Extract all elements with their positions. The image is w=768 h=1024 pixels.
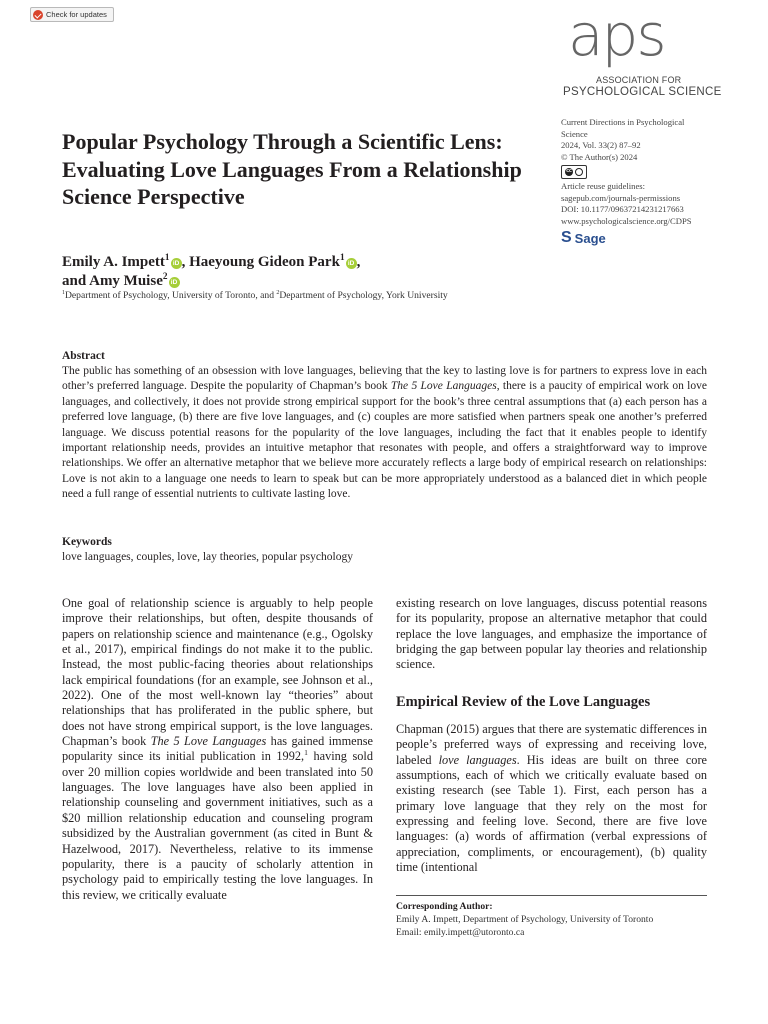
abstract-book-title: The 5 Love Languages [390, 380, 497, 393]
author-3: and Amy Muise [62, 273, 163, 289]
reuse-link[interactable]: sagepub.com/journals-permissions [561, 192, 681, 203]
corresponding-line-1: Emily A. Impett, Department of Psychology, University of Toronto [396, 914, 654, 925]
check-for-updates-badge[interactable] [30, 7, 114, 22]
abstract-heading: Abstract [62, 350, 105, 362]
abstract-text [62, 364, 707, 503]
aps-logo-word: aps [568, 1, 665, 69]
sage-logo [561, 230, 606, 246]
reuse-label: Article reuse guidelines: [561, 181, 645, 191]
orcid-icon[interactable]: iD [171, 258, 182, 269]
affiliations [62, 290, 702, 301]
body-text: Chapman (2015) argues that there are systematic differences in people’s preferred ways of expressing and receiving love, labeled [396, 722, 707, 767]
copyright: © The Author(s) 2024 [561, 151, 638, 162]
aps-logo-line2: PSYCHOLOGICAL SCIENCE [563, 86, 722, 98]
author-1-affil: 1 [164, 253, 170, 263]
body-text: . His ideas are built on three core assumptions, each of which we critically evaluate based on existing research (see Table 1). First, each person has a primary love language that they rely on the most for expressing and feeling love. Second, there are five love languages: (a) words of affirmation (verbal expressions of appreciation, compliments, or encouragement), (b) quality time (intentional [396, 752, 708, 875]
author-separator: , [356, 254, 361, 270]
body-book-title: The 5 Love Languages [150, 734, 267, 749]
update-check-icon [33, 10, 43, 20]
orcid-icon[interactable]: iD [346, 258, 357, 269]
author-1: Emily A. Impett [62, 254, 165, 270]
affil-marker-1: 1 [62, 289, 65, 296]
corresponding-heading: Corresponding Author: [396, 901, 493, 912]
keywords-heading: Keywords [62, 536, 112, 548]
body-text: One goal of relationship science is arguably to help people improve their relationships, but often, despite thousands of papers on relationship science and maintenance (e.g., Ogolsky et al., 2017), empirical findings do not make it to the public. Instead, the most public-facing theories about relationships lack empirical foundations (for an example, see Johnson et al., 2022). One of the most well-known lay “theories” about relationships that has proliferated in the public sphere, but does not have strong empirical support, is the love languages. Chapman’s book [62, 596, 373, 749]
keywords-list: love languages, couples, love, lay theories, popular psychology [62, 551, 353, 563]
affil-marker-2: 2 [276, 289, 280, 296]
author-2: Haeyoung Gideon Park [189, 254, 340, 270]
body-column-2-section [396, 722, 707, 875]
author-3-affil: 2 [162, 272, 168, 282]
abstract-part-2: , there is a paucity of empirical work on love languages, and collectively, it does not provide strong empirical support for the book’s three central assumptions that (a) each person has a preferred love language, (b) there are five love languages, and (c) couples are more satisfied when partners speak one another’s preferred language. We discuss potential reasons for the popularity of the love languages, including the fact that it enables people to identify important relationship needs, provides an intuitive metaphor that resonates with people, and offers a straightforward way to improve relationships. We offer an alternative metaphor that we believe more accurately reflects a large body of empirical research on relationships: Love is not akin to a language one needs to learn to speak but can be more appropriately understood as a balanced diet in which people need a full range of essential nutrients to cultivate lasting love. [62, 380, 707, 501]
body-column-1 [62, 596, 373, 903]
body-column-2-intro: existing research on love languages, discuss potential reasons for its popularity, propose an alternative metaphor that could replace the love languages, and emphasize the importance of bridging the gap between popular lay theories and relationship science. [396, 596, 707, 672]
doi[interactable]: DOI: 10.1177/09637214231217663 [561, 204, 684, 214]
body-emphasis: love languages [438, 752, 517, 767]
abstract-part-1: The public has something of an obsession with love languages, believing that the key to lasting love is for partners to express love in each other’s preferred language. Despite the popularity of Chapman’s book [62, 365, 707, 393]
journal-website[interactable]: www.psychologicalscience.org/CDPS [561, 215, 692, 226]
footnote-marker[interactable]: 1 [304, 748, 308, 758]
check-for-updates-label: Check for updates [46, 10, 107, 19]
aps-logo [560, 1, 722, 104]
section-heading: Empirical Review of the Love Languages [396, 694, 651, 710]
footnote-divider [396, 895, 707, 896]
affil-1: Department of Psychology, University of Toronto, and [64, 290, 277, 301]
cc-icon: cc [566, 168, 572, 175]
cc-license-badge[interactable] [561, 163, 711, 181]
orcid-icon[interactable]: iD [169, 277, 180, 288]
journal-volume: 2024, Vol. 33(2) 87–92 [561, 140, 641, 150]
body-text: having sold over 20 million copies worldwide and been translated into 50 languages. The love languages have also been applied in relationship counseling and government initiatives, such as a $20 million relationship education and counseling program subsidized by the Australian government (as cited in Bunt & Hazelwood, 2017). Nevertheless, relative to its immense popularity, there is a paucity of scholarly attention in psychology paid to empirically testing the love languages. In this review, we critically evaluate [62, 749, 373, 902]
author-2-affil: 1 [339, 253, 345, 263]
aps-logo-line1: ASSOCIATION FOR [596, 75, 682, 85]
sage-wordmark: Sage [574, 230, 606, 246]
corresponding-email[interactable]: Email: emily.impett@utoronto.ca [396, 926, 525, 938]
corresponding-info [396, 914, 653, 939]
article-title: Popular Psychology Through a Scientific Lens: Evaluating Love Languages From a Relationship Science Perspective [62, 129, 522, 209]
journal-meta [561, 117, 711, 227]
sage-s-icon: S [561, 229, 572, 246]
journal-name: Current Directions in Psychological Science [561, 117, 685, 139]
affil-2: Department of Psychology, York University [279, 290, 448, 301]
author-separator: , [181, 254, 190, 270]
by-icon [575, 168, 583, 176]
author-list [62, 253, 532, 291]
body-text: has gained immense popularity since its initial publication in 1992, [62, 734, 373, 764]
